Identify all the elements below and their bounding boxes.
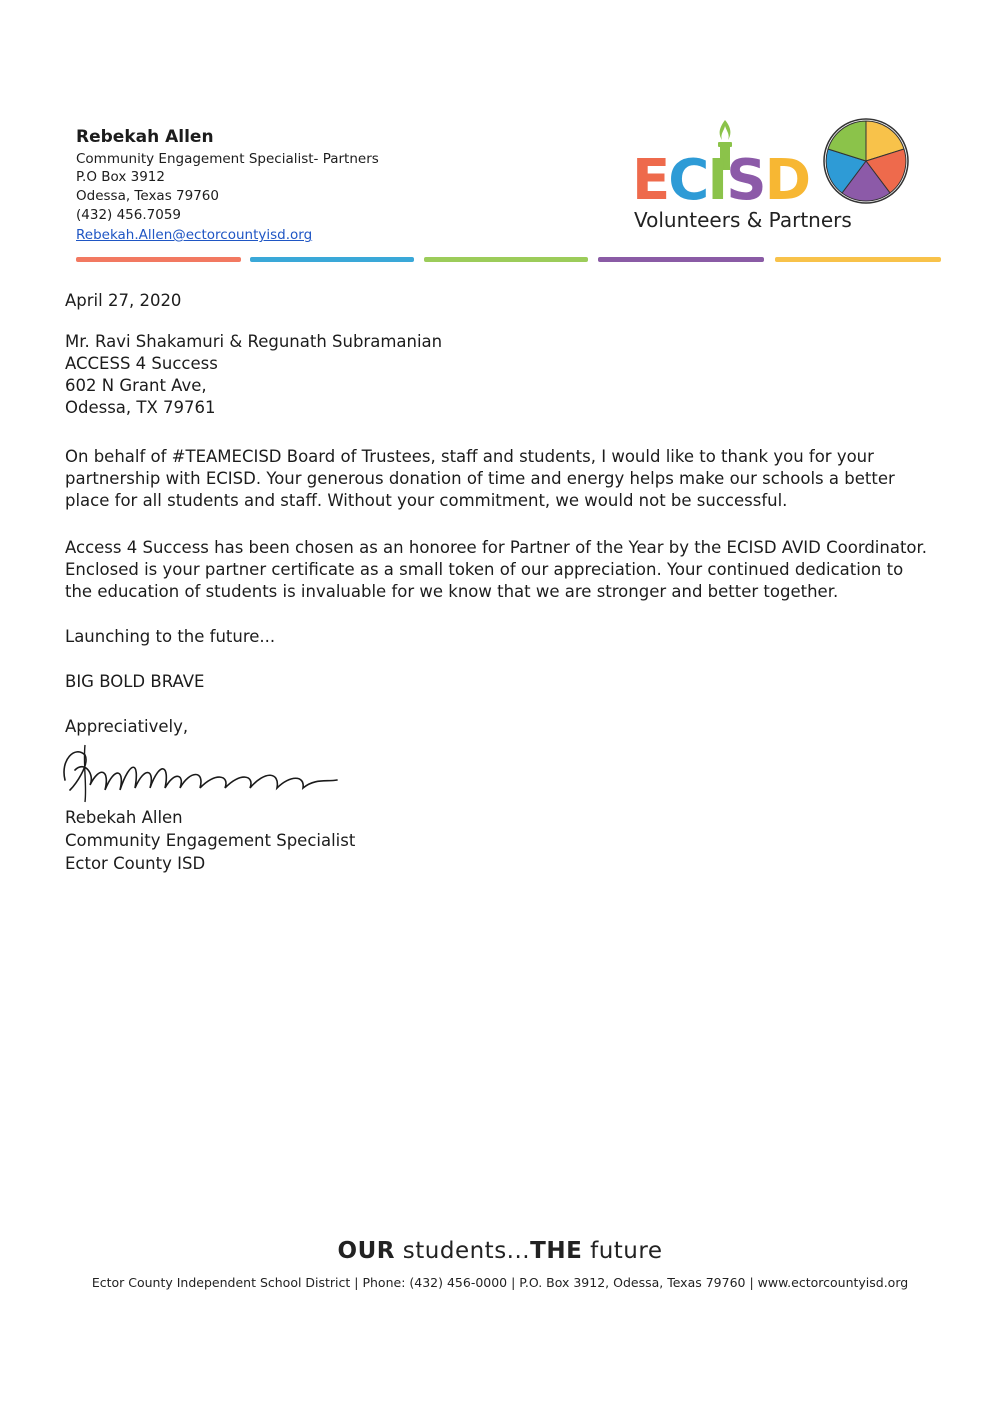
sender-email-link[interactable]: Rebekah.Allen@ectorcountyisd.org [76,227,313,243]
ecisd-wordmark [632,148,809,213]
puzzle-circle-icon [820,118,912,204]
sender-phone: (432) 456.7059 [76,207,182,223]
recipient-org: ACCESS 4 Success [65,354,218,373]
paragraph-thanks: On behalf of #TEAMECISD Board of Trustees, staff and students, I would like to thank you for your partnership with ECISD. Your generous donation of time and energy helps make our schools a better place for all students and staff. Without your commitment, we would not be successful. [65,447,895,510]
divider-rule-5 [775,257,941,262]
handwritten-signature [55,730,345,805]
divider-rule-2 [250,257,414,262]
footer-contact: Ector County Independent School District | Phone: (432) 456-0000 | P.O. Box 3912, Odessa, Texas 79760 | www.ectorcountyisd.org [91,1275,909,1290]
paragraph-motto: BIG BOLD BRAVE [65,672,205,691]
recipient-street: 602 N Grant Ave, [65,376,207,395]
closing-title: Community Engagement Specialist [65,831,356,850]
logo-letter-d: D [764,148,810,213]
letter-date: April 27, 2020 [65,291,182,310]
sender-city: Odessa, Texas 79760 [76,188,219,204]
closing-name: Rebekah Allen [65,808,183,827]
recipient-city: Odessa, TX 79761 [65,398,216,417]
paragraph-honoree: Access 4 Success has been chosen as an honoree for Partner of the Year by the ECISD AVID Coordinator. Enclosed is your partner certificate as a small token of our appreciation. Your continued dedication to the education of students is invaluable for we know that we are stronger and better together. [65,538,928,601]
recipient-names: Mr. Ravi Shakamuri & Regunath Subramanian [65,332,443,351]
sender-po-box: P.O Box 3912 [76,169,165,185]
paragraph-launching: Launching to the future... [65,627,276,646]
footer-tagline: OUR students...THE future [337,1238,663,1264]
logo-letter-i: I [707,148,727,213]
closing-salutation: Appreciatively, [65,717,189,736]
divider-rule-3 [424,257,588,262]
divider-rule-1 [76,257,241,262]
closing-org: Ector County ISD [65,854,206,873]
logo-letter-c: C [668,148,708,213]
logo-subtitle: Volunteers & Partners [634,208,852,232]
logo-letter-e: E [632,148,669,213]
ecisd-logo [630,118,920,238]
logo-letter-s: S [726,148,765,213]
sender-name: Rebekah Allen [76,127,214,147]
divider-rule-4 [598,257,764,262]
sender-title: Community Engagement Specialist- Partners [76,151,379,167]
